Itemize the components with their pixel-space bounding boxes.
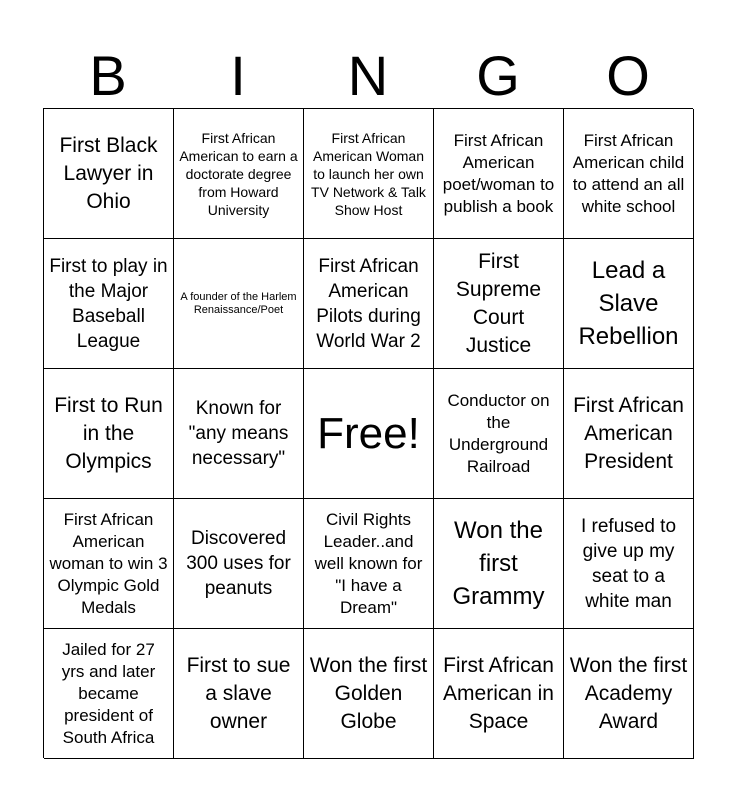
cell-text: Discovered 300 uses for peanuts xyxy=(186,528,291,599)
cell-text: First African American President xyxy=(573,393,684,473)
bingo-cell xyxy=(564,109,694,239)
cell-text: Lead a Slave Rebellion xyxy=(578,257,679,350)
bingo-cell xyxy=(434,109,564,239)
bingo-cell xyxy=(44,109,174,239)
bingo-cell xyxy=(434,369,564,499)
bingo-cell xyxy=(44,369,174,499)
header-letter-i: I xyxy=(230,44,246,107)
cell-text: First African American in Space xyxy=(443,653,554,733)
header-letter-b: B xyxy=(89,44,127,107)
cell-text: First African American Woman to launch her own TV Network & Talk Show Host xyxy=(311,129,426,218)
cell-text: I refused to give up my seat to a white man xyxy=(580,515,677,612)
cell-text: First African American woman to win 3 Olympic Gold Medals xyxy=(49,509,168,617)
bingo-cell xyxy=(44,239,174,369)
bingo-cell xyxy=(304,629,434,759)
cell-text: First to play in the Major Baseball League xyxy=(49,255,168,352)
free-space-cell xyxy=(304,369,434,499)
cell-text: Won the first Grammy xyxy=(452,517,545,610)
bingo-grid xyxy=(43,108,693,758)
bingo-cell xyxy=(304,239,434,369)
bingo-cell xyxy=(434,239,564,369)
bingo-cell xyxy=(564,239,694,369)
bingo-cell xyxy=(564,369,694,499)
bingo-cell xyxy=(174,369,304,499)
cell-text: A founder of the Harlem Renaissance/Poet xyxy=(180,290,297,316)
cell-text: Civil Rights Leader..and well known for "I have a Dream" xyxy=(314,509,423,617)
bingo-cell xyxy=(174,109,304,239)
bingo-cell xyxy=(434,629,564,759)
cell-text: First African American to earn a doctorate degree from Howard University xyxy=(179,129,298,218)
cell-text: Conductor on the Underground Railroad xyxy=(447,390,550,476)
header-letter-g: G xyxy=(476,44,520,107)
bingo-cell xyxy=(174,499,304,629)
bingo-cell xyxy=(304,109,434,239)
cell-text: First African American poet/woman to publish a book xyxy=(442,130,555,216)
bingo-cell xyxy=(44,499,174,629)
header-letter-o: O xyxy=(606,44,650,107)
cell-text: First African American Pilots during World War 2 xyxy=(316,255,421,352)
header-letter-n: N xyxy=(347,44,389,107)
bingo-cell xyxy=(564,499,694,629)
bingo-cell xyxy=(174,629,304,759)
bingo-header xyxy=(43,44,693,108)
bingo-cell xyxy=(174,239,304,369)
bingo-cell xyxy=(44,629,174,759)
cell-text: First Supreme Court Justice xyxy=(455,249,542,357)
bingo-cell xyxy=(304,499,434,629)
cell-text: First Black Lawyer in Ohio xyxy=(59,133,158,213)
bingo-cell xyxy=(434,499,564,629)
free-space-text: Free! xyxy=(317,408,420,458)
bingo-cell xyxy=(564,629,694,759)
cell-text: First to Run in the Olympics xyxy=(54,393,163,473)
cell-text: Jailed for 27 yrs and later became president of South Africa xyxy=(61,639,156,747)
cell-text: Known for "any means necessary" xyxy=(188,398,289,469)
cell-text: Won the first Academy Award xyxy=(569,653,688,733)
cell-text: First African American child to attend an all white school xyxy=(572,130,685,216)
cell-text: First to sue a slave owner xyxy=(186,653,291,733)
cell-text: Won the first Golden Globe xyxy=(309,653,428,733)
